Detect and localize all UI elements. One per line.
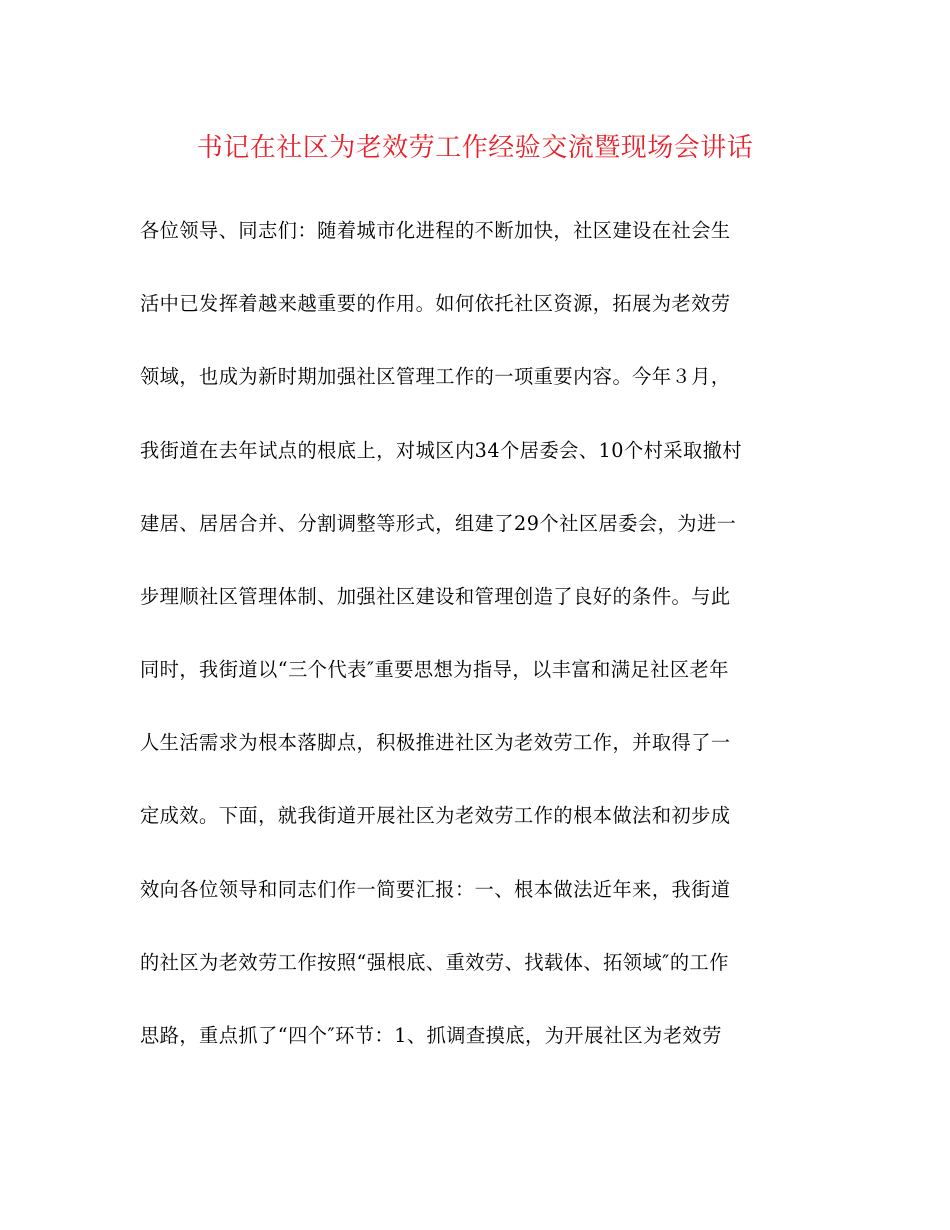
document-title: 书记在社区为老效劳工作经验交流暨现场会讲话 [196,133,754,163]
body-line: 领域，也成为新时期加强社区管理工作的一项重要内容。今年３月， [140,365,731,388]
body-line: 活中已发挥着越来越重要的作用。如何依托社区资源，拓展为老效劳 [140,292,731,315]
body-line: 思路，重点抓了“四个″环节：1、抓调查摸底，为开展社区为老效劳 [140,1024,722,1047]
body-line: 建居、居居合并、分割调整等形式，组建了29个社区居委会，为进一 [140,512,737,535]
body-line: 步理顺社区管理体制、加强社区建设和管理创造了良好的条件。与此 [140,585,731,608]
body-line: 效向各位领导和同志们作一简要汇报：一、根本做法近年来，我街道 [140,878,731,901]
body-line: 各位领导、同志们：随着城市化进程的不断加快，社区建设在社会生 [140,219,731,242]
body-line: 同时，我街道以“三个代表″重要思想为指导，以丰富和满足社区老年 [140,658,729,681]
body-line: 人生活需求为根本落脚点，积极推进社区为老效劳工作，并取得了一 [140,731,731,754]
body-line: 的社区为老效劳工作按照“强根底、重效劳、找载体、拓领域″的工作 [140,951,729,974]
body-line: 定成效。下面，就我街道开展社区为老效劳工作的根本做法和初步成 [140,804,731,827]
body-line: 我街道在去年试点的根底上，对城区内34个居委会、10个村采取撤村 [140,439,743,462]
